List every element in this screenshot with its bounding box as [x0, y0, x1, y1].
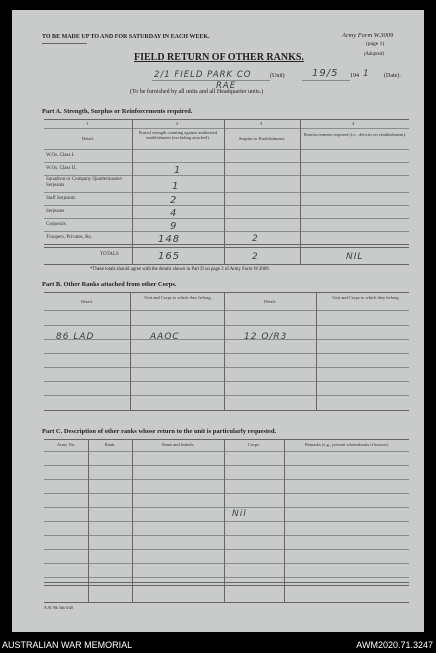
row-posted: 1 [174, 165, 182, 176]
row-posted: 148 [158, 234, 181, 245]
row-detail: Troopers, Privates, &c. [46, 235, 93, 240]
col-header-detail: Detail. [81, 136, 95, 141]
year-handwritten: 1 [363, 69, 370, 79]
row-detail: Serjeants [46, 209, 65, 214]
top-note: TO BE MADE UP TO AND FOR SATURDAY IN EACH WEEK. [42, 34, 210, 40]
footer-right: AWM2020.71.3247 [356, 640, 433, 650]
footer-left: AUSTRALIAN WAR MEMORIAL [2, 640, 133, 650]
totals-surplus: 2 [252, 252, 259, 262]
row-detail: Corporals [46, 222, 66, 227]
unit-handwritten-1: 2/1 FIELD PARK CO [154, 70, 252, 80]
col-header-reinf: Reinforcements required (i.e., deficits on establishment). [303, 132, 407, 137]
c-col-header: Army No. [56, 442, 76, 447]
b-unit-1: AAOC [150, 332, 180, 342]
row-posted: 4 [170, 208, 178, 219]
totals-label: TOTALS [100, 252, 119, 257]
col-num-4: 4 [352, 121, 355, 126]
part-a-footnote: *These totals should agree with the details shown in Part D on page 2 of Army Form W.3009. [90, 267, 270, 272]
row-detail: Squadron or Company Quartermaster-Serjeants [46, 177, 123, 188]
col-num-1: 1 [86, 121, 89, 126]
form-id: Army Form W.3009 [342, 32, 394, 39]
b-col-header: Unit and Corps to which they belong. [144, 295, 212, 300]
row-surplus: 2 [252, 234, 259, 244]
col-num-2: 2 [176, 121, 179, 126]
b-col-header: Detail. [80, 299, 94, 304]
unit-label: (Unit) [270, 73, 285, 79]
c-col-header: Rank. [104, 442, 116, 447]
form-adapted: (Adapted) [364, 52, 384, 57]
c-col-header: Corps. [248, 442, 260, 447]
row-posted: 1 [172, 181, 180, 192]
row-detail: W.Os. Class II. [46, 166, 77, 171]
totals-reinf: NIL [346, 252, 364, 262]
row-detail: Staff Serjeants [46, 196, 76, 201]
top-note-underline [42, 43, 87, 44]
unit-handwritten-2: RAE [216, 81, 237, 91]
c-col-header: Remarks (e.g., present whereabouts if known). [304, 442, 390, 447]
row-posted: 9 [170, 221, 178, 232]
furnish-note: (To be furnished by all units and all Headquarter units.) [130, 89, 264, 95]
date-label: (Date). [384, 73, 401, 79]
form-sheet [12, 10, 424, 632]
c-col-header: Name and Initials. [161, 442, 195, 447]
col-header-posted: Posted strength counting against authorized establishment (excluding attached). [138, 130, 218, 140]
part-c-heading: Part C. Description of other ranks whose return to the unit is particularly requested. [42, 428, 277, 435]
b-detail-1: 86 LAD [56, 332, 95, 342]
b-col-header: Unit and Corps to which they belong. [332, 295, 400, 300]
year-prefix: 194 [350, 73, 359, 79]
c-entry: Nil [232, 509, 247, 519]
b-detail-2: 12 O/R3 [244, 332, 288, 342]
part-b-heading: Part B. Other Ranks attached from other Corps. [42, 281, 177, 288]
row-posted: 2 [170, 195, 178, 206]
print-code: A.W. Bk 5da 5/40 [44, 605, 73, 610]
row-detail: W.Os. Class I. [46, 153, 75, 158]
date-line [302, 80, 350, 81]
form-page: (page 1) [366, 41, 385, 47]
col-header-surplus: Surplus to Establishment. [238, 136, 286, 141]
form-title: FIELD RETURN OF OTHER RANKS. [134, 52, 304, 63]
col-num-3: 3 [260, 121, 263, 126]
b-col-header: Detail. [263, 299, 277, 304]
date-handwritten: 19/5 [312, 68, 339, 79]
unit-line [152, 80, 270, 81]
part-a-heading: Part A. Strength, Surplus or Reinforcements required. [42, 108, 193, 115]
totals-posted: 165 [158, 251, 181, 262]
